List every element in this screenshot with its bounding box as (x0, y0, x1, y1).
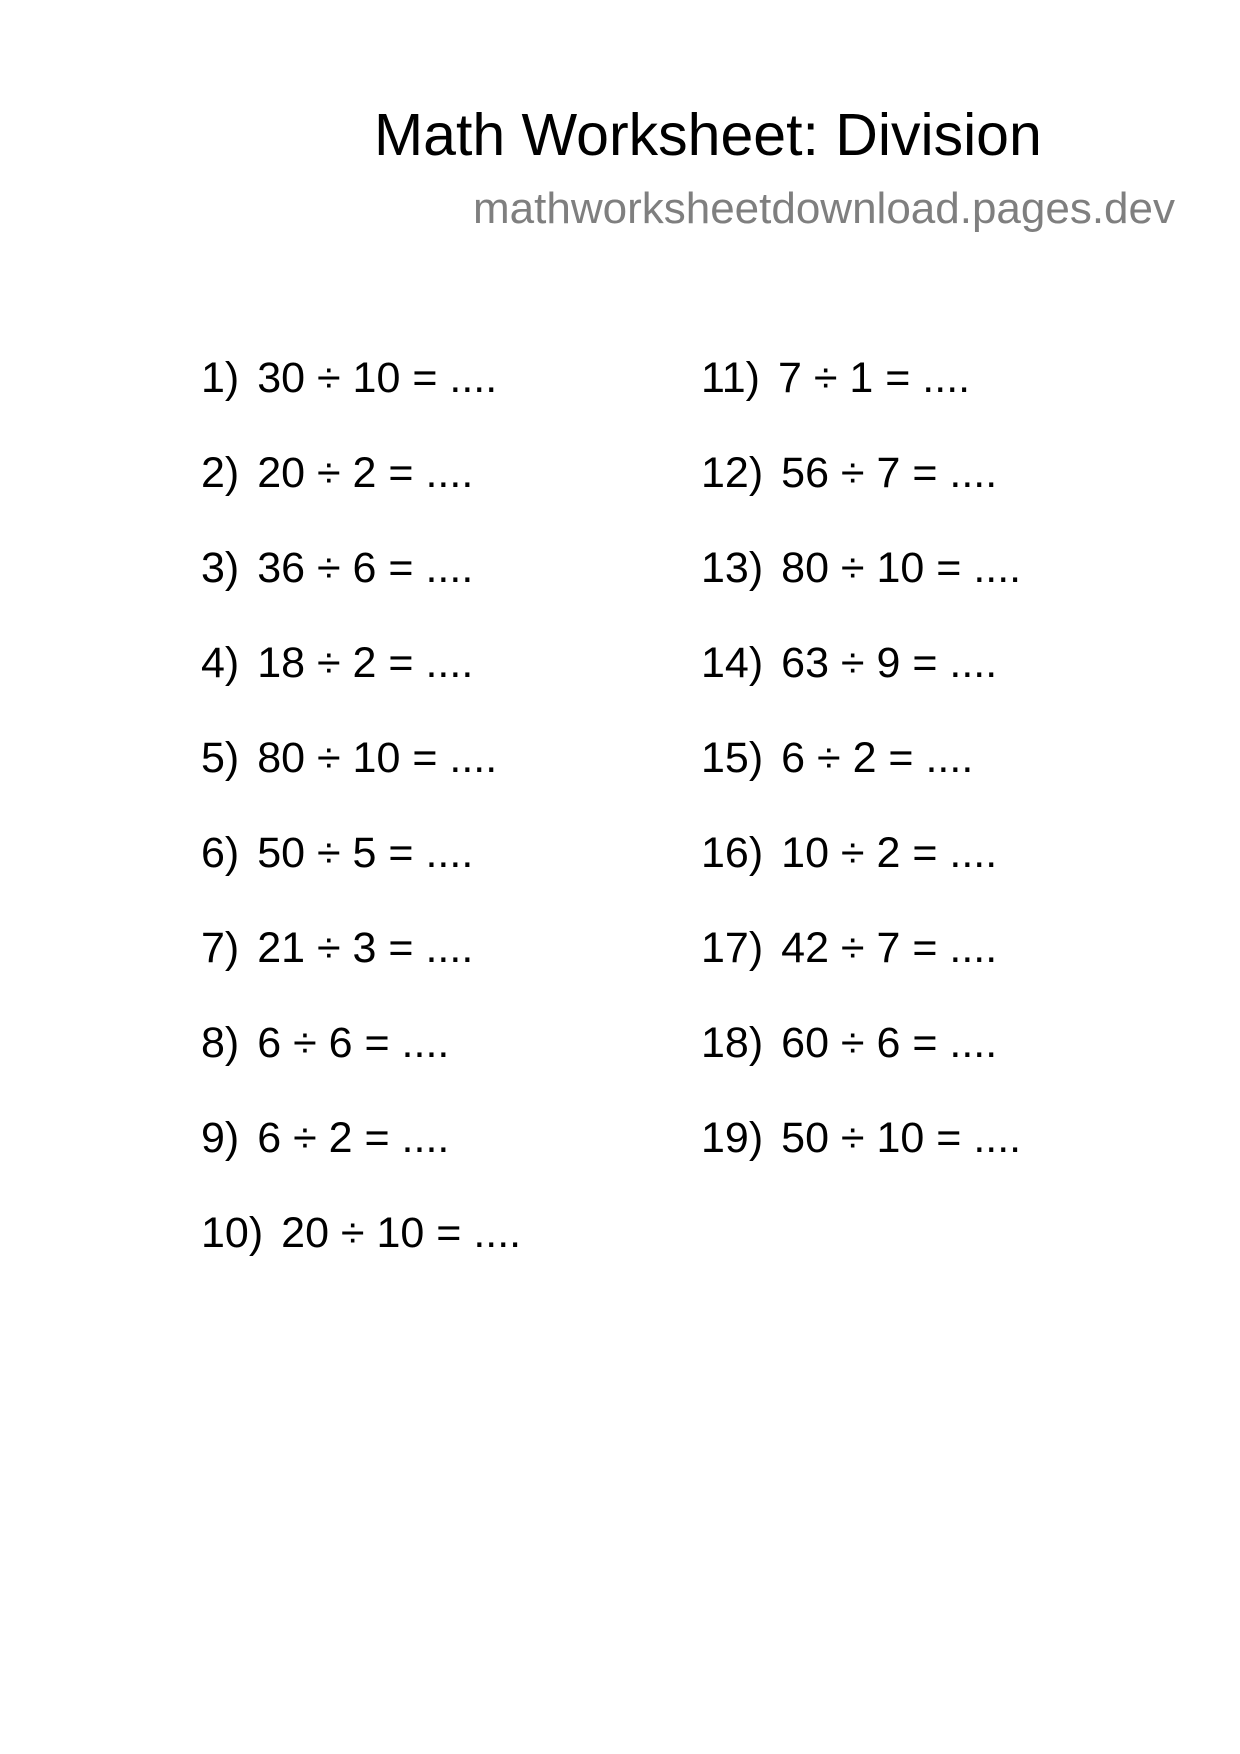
problem-number: 11) (701, 354, 760, 402)
problem-item (701, 827, 997, 879)
problem-number: 14) (701, 639, 764, 687)
problem-item (701, 542, 1021, 594)
problem-number: 10) (201, 1209, 264, 1257)
problem-item (201, 447, 473, 499)
site-url: mathworksheetdownload.pages.dev (473, 184, 1176, 233)
problem-number: 4) (201, 639, 240, 687)
problem-number: 3) (201, 544, 240, 592)
problem-number: 13) (701, 544, 764, 592)
problem-expression: 42 ÷ 7 = .... (781, 924, 998, 972)
problem-number: 19) (701, 1114, 764, 1162)
page-title: Math Worksheet: Division (374, 102, 1042, 168)
problem-item (201, 1207, 521, 1259)
problem-expression: 30 ÷ 10 = .... (257, 354, 498, 402)
problem-item (201, 542, 473, 594)
problem-item (201, 1017, 449, 1069)
problem-item (701, 732, 973, 784)
problem-number: 12) (701, 449, 764, 497)
problem-expression: 10 ÷ 2 = .... (781, 829, 998, 877)
problem-expression: 80 ÷ 10 = .... (257, 734, 498, 782)
problem-item (701, 637, 997, 689)
problem-expression: 21 ÷ 3 = .... (257, 924, 474, 972)
problem-expression: 18 ÷ 2 = .... (257, 639, 474, 687)
problem-expression: 63 ÷ 9 = .... (781, 639, 998, 687)
problem-number: 7) (201, 924, 240, 972)
problem-item (701, 1112, 1021, 1164)
problem-number: 16) (701, 829, 764, 877)
problem-number: 8) (201, 1019, 240, 1067)
problem-item (701, 1017, 997, 1069)
problem-item (701, 447, 997, 499)
problem-number: 2) (201, 449, 240, 497)
problem-item (701, 352, 970, 404)
problem-expression: 50 ÷ 5 = .... (257, 829, 474, 877)
problem-number: 18) (701, 1019, 764, 1067)
problem-item (201, 827, 473, 879)
problem-expression: 6 ÷ 2 = .... (781, 734, 974, 782)
problem-expression: 80 ÷ 10 = .... (781, 544, 1022, 592)
problem-expression: 60 ÷ 6 = .... (781, 1019, 998, 1067)
problem-item (701, 922, 997, 974)
problem-item (201, 352, 497, 404)
problem-expression: 20 ÷ 2 = .... (257, 449, 474, 497)
problem-item (201, 1112, 449, 1164)
problem-item (201, 732, 497, 784)
problem-item (201, 637, 473, 689)
problem-expression: 6 ÷ 2 = .... (257, 1114, 450, 1162)
problem-number: 15) (701, 734, 764, 782)
problem-number: 9) (201, 1114, 240, 1162)
problem-expression: 20 ÷ 10 = .... (281, 1209, 522, 1257)
problem-expression: 6 ÷ 6 = .... (257, 1019, 450, 1067)
problem-expression: 36 ÷ 6 = .... (257, 544, 474, 592)
problem-number: 17) (701, 924, 764, 972)
problem-expression: 50 ÷ 10 = .... (781, 1114, 1022, 1162)
problem-number: 6) (201, 829, 240, 877)
problem-number: 1) (201, 354, 240, 402)
problem-number: 5) (201, 734, 240, 782)
problem-expression: 7 ÷ 1 = .... (777, 354, 971, 402)
problem-expression: 56 ÷ 7 = .... (781, 449, 998, 497)
problem-item (201, 922, 473, 974)
